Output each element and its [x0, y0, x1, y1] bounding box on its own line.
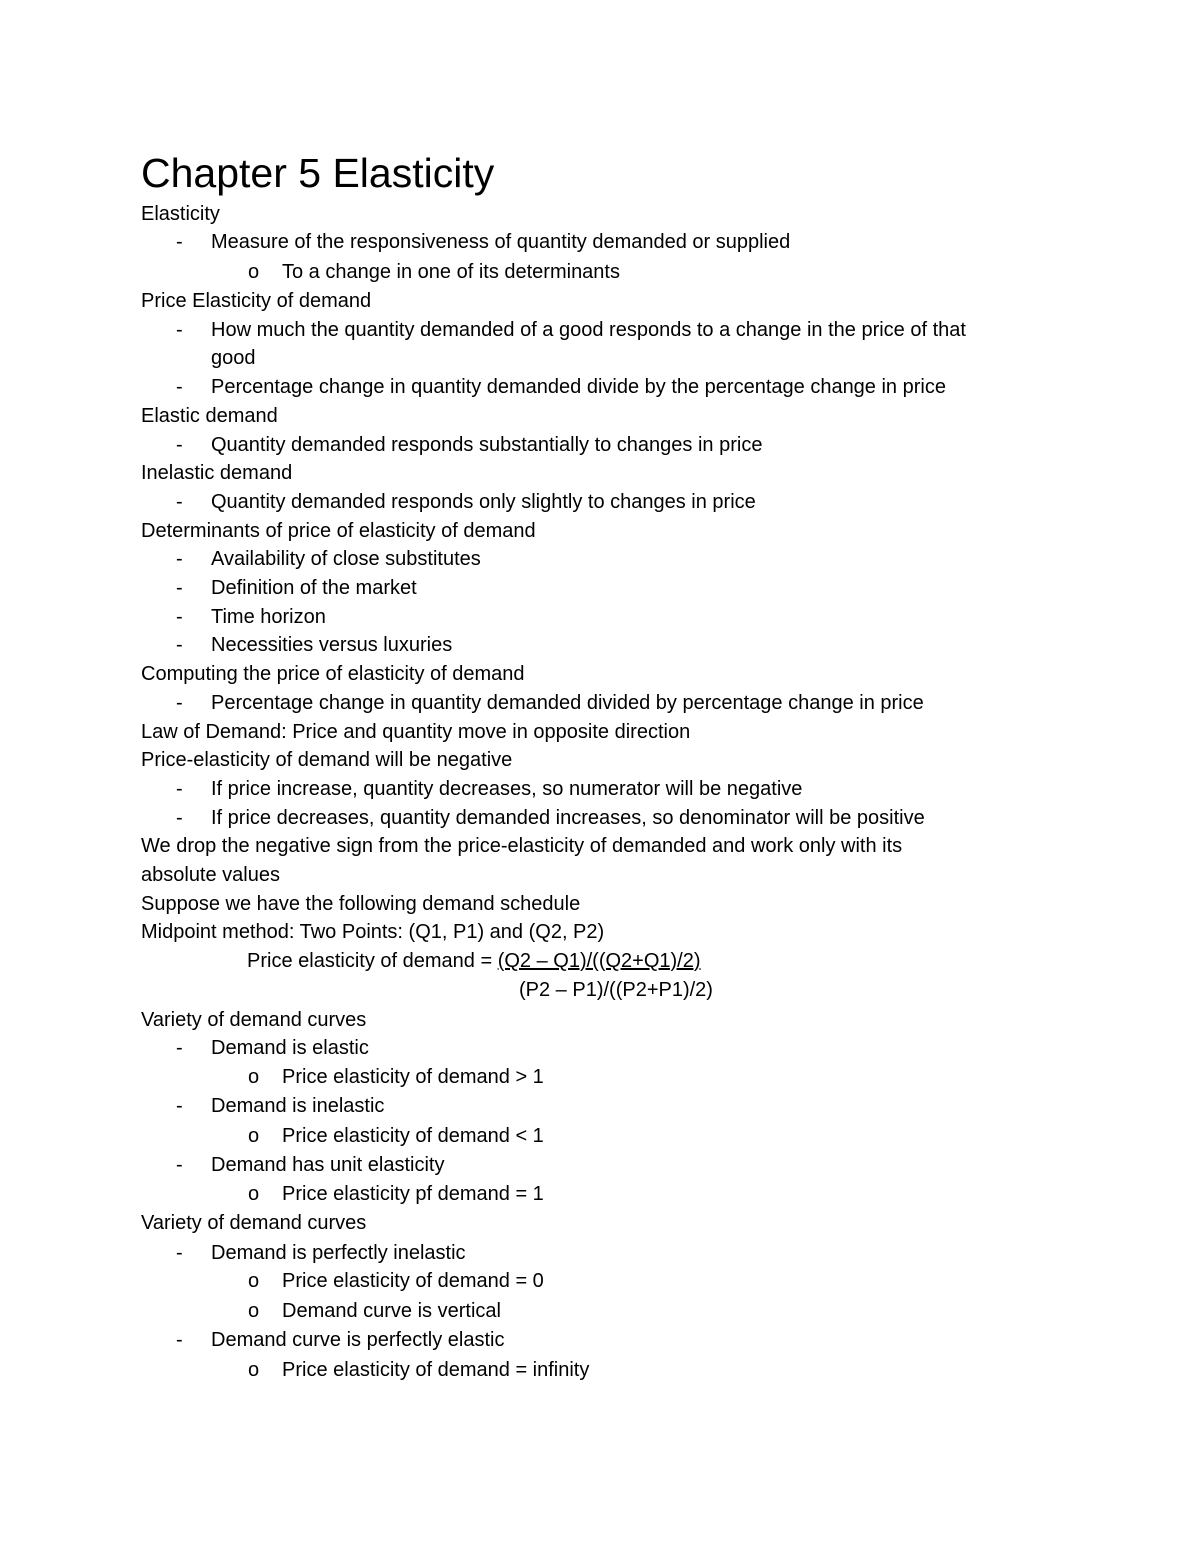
dash-bullet: -: [176, 434, 183, 456]
circle-bullet: o: [248, 1270, 260, 1292]
sub-list-item: Price elasticity of demand = infinity: [282, 1359, 590, 1381]
paragraph-drop-sign: We drop the negative sign from the price-elasticity of demanded and work only with its: [141, 835, 903, 857]
heading-negative-elasticity: Price-elasticity of demand will be negative: [141, 749, 513, 771]
list-item: Necessities versus luxuries: [211, 634, 453, 656]
paragraph-demand-schedule: Suppose we have the following demand schedule: [141, 893, 581, 915]
sub-list-item: Price elasticity of demand < 1: [282, 1125, 544, 1147]
dash-bullet: -: [176, 577, 183, 599]
heading-elastic-demand: Elastic demand: [141, 405, 278, 427]
sub-list-item: Price elasticity pf demand = 1: [282, 1183, 544, 1205]
heading-variety-curves: Variety of demand curves: [141, 1009, 367, 1031]
dash-bullet: -: [176, 319, 183, 341]
heading-price-elasticity: Price Elasticity of demand: [141, 290, 372, 312]
dash-bullet: -: [176, 1095, 183, 1117]
list-item: Demand curve is perfectly elastic: [211, 1329, 505, 1351]
paragraph-law-of-demand: Law of Demand: Price and quantity move in opposite direction: [141, 721, 691, 743]
formula-numerator: (Q2 – Q1)/((Q2+Q1)/2): [497, 950, 701, 972]
circle-bullet: o: [248, 1066, 260, 1088]
paragraph-midpoint-method: Midpoint method: Two Points: (Q1, P1) and (Q2, P2): [141, 921, 605, 943]
circle-bullet: o: [248, 1125, 260, 1147]
heading-determinants: Determinants of price of elasticity of demand: [141, 520, 536, 542]
dash-bullet: -: [176, 1242, 183, 1264]
dash-bullet: -: [176, 606, 183, 628]
dash-bullet: -: [176, 376, 183, 398]
list-item: Percentage change in quantity demanded divided by percentage change in price: [211, 692, 924, 714]
dash-bullet: -: [176, 778, 183, 800]
list-item: Definition of the market: [211, 577, 417, 599]
dash-bullet: -: [176, 1329, 183, 1351]
dash-bullet: -: [176, 1154, 183, 1176]
circle-bullet: o: [248, 1300, 260, 1322]
circle-bullet: o: [248, 1359, 260, 1381]
list-item: Quantity demanded responds substantially to changes in price: [211, 434, 763, 456]
formula-numerator-line: [247, 947, 701, 975]
dash-bullet: -: [176, 692, 183, 714]
sub-list-item: Demand curve is vertical: [282, 1300, 501, 1322]
sub-list-item: To a change in one of its determinants: [282, 261, 620, 283]
sub-list-item: Price elasticity of demand = 0: [282, 1270, 544, 1292]
list-item-continuation: good: [211, 347, 256, 369]
circle-bullet: o: [248, 261, 260, 283]
list-item: Demand is inelastic: [211, 1095, 385, 1117]
list-item: If price decreases, quantity demanded increases, so denominator will be positive: [211, 807, 925, 829]
list-item: Quantity demanded responds only slightly to changes in price: [211, 491, 756, 513]
formula-label: Price elasticity of demand =: [247, 950, 498, 972]
list-item: Demand has unit elasticity: [211, 1154, 445, 1176]
formula-denominator: (P2 – P1)/((P2+P1)/2): [519, 979, 713, 1001]
dash-bullet: -: [176, 634, 183, 656]
list-item: Demand is elastic: [211, 1037, 369, 1059]
list-item: Measure of the responsiveness of quantity demanded or supplied: [211, 231, 791, 253]
page-title: Chapter 5 Elasticity: [141, 150, 495, 196]
list-item: Time horizon: [211, 606, 326, 628]
heading-elasticity: Elasticity: [141, 203, 220, 225]
heading-inelastic-demand: Inelastic demand: [141, 462, 293, 484]
paragraph-drop-sign-continuation: absolute values: [141, 864, 280, 886]
dash-bullet: -: [176, 231, 183, 253]
list-item: How much the quantity demanded of a good responds to a change in the price of that: [211, 319, 966, 341]
list-item: Demand is perfectly inelastic: [211, 1242, 466, 1264]
dash-bullet: -: [176, 807, 183, 829]
sub-list-item: Price elasticity of demand > 1: [282, 1066, 544, 1088]
heading-variety-curves: Variety of demand curves: [141, 1212, 367, 1234]
circle-bullet: o: [248, 1183, 260, 1205]
list-item: Percentage change in quantity demanded divide by the percentage change in price: [211, 376, 946, 398]
dash-bullet: -: [176, 548, 183, 570]
heading-computing: Computing the price of elasticity of demand: [141, 663, 525, 685]
dash-bullet: -: [176, 491, 183, 513]
list-item: If price increase, quantity decreases, so numerator will be negative: [211, 778, 803, 800]
dash-bullet: -: [176, 1037, 183, 1059]
list-item: Availability of close substitutes: [211, 548, 481, 570]
